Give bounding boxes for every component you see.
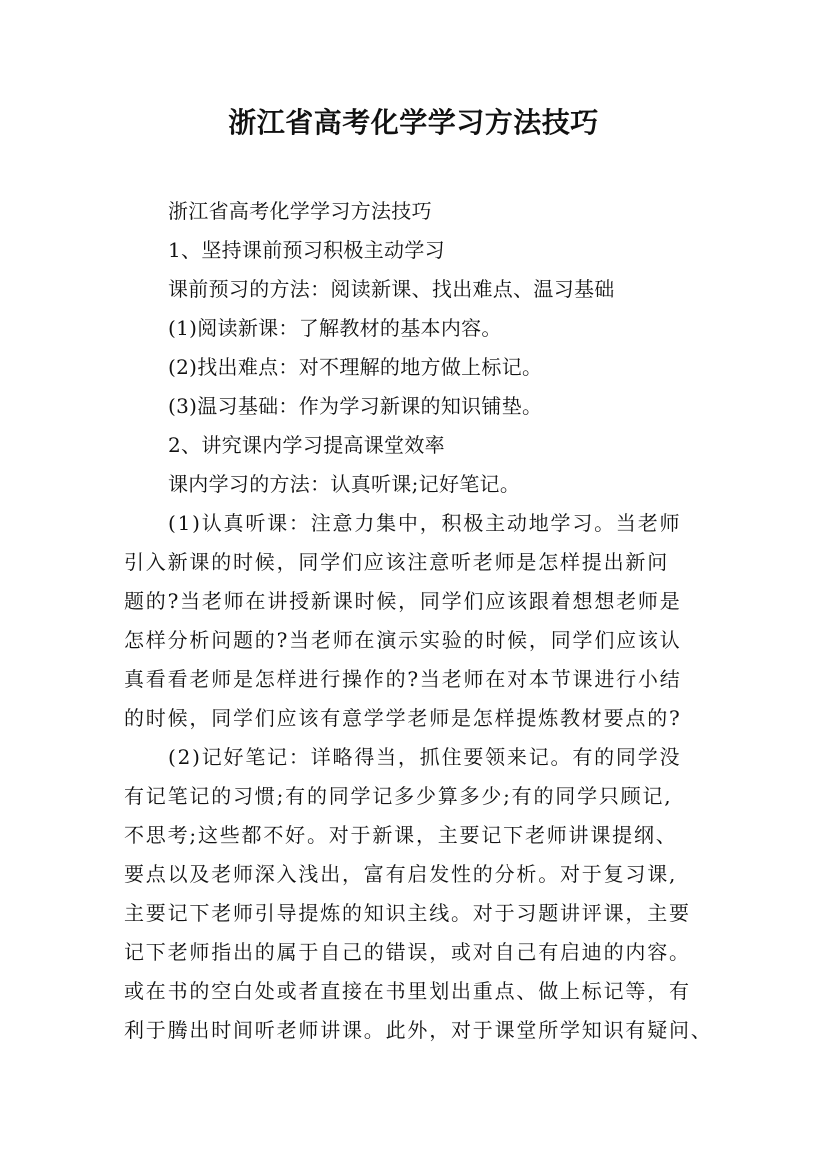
paragraph-listen bbox=[124, 504, 706, 738]
paragraph-preview-step-2: (2)找出难点：对不理解的地方做上标记。 bbox=[168, 355, 543, 379]
paragraph-line: 真看看老师是怎样进行操作的?当老师在对本节课进行小结 bbox=[124, 667, 682, 691]
section-heading-1: 1、坚持课前预习积极主动学习 bbox=[168, 238, 445, 262]
paragraph-line: (1)认真听课：注意力集中，积极主动地学习。当老师 bbox=[168, 511, 682, 535]
paragraph-line: 不思考;这些都不好。对于新课，主要记下老师讲课提纲、 bbox=[124, 823, 678, 847]
section-heading-2: 2、讲究课内学习提高课堂效率 bbox=[168, 433, 445, 457]
paragraph-preview-step-1: (1)阅读新课：了解教材的基本内容。 bbox=[168, 316, 502, 340]
paragraph-notes bbox=[124, 738, 713, 1050]
paragraph-line: 要点以及老师深入浅出，富有启发性的分析。对于复习课, bbox=[124, 862, 678, 886]
paragraph-line: 有记笔记的习惯;有的同学记多少算多少;有的同学只顾记, bbox=[124, 784, 673, 808]
paragraph-line: 利于腾出时间听老师讲课。此外，对于课堂所学知识有疑问、 bbox=[124, 1018, 713, 1042]
paragraph-line: 主要记下老师引导提炼的知识主线。对于习题讲评课，主要 bbox=[124, 901, 691, 925]
paragraph-line: 或在书的空白处或者直接在书里划出重点、做上标记等，有 bbox=[124, 979, 691, 1003]
page-title: 浙江省高考化学学习方法技巧 bbox=[228, 106, 599, 139]
paragraph-line: (2)记好笔记：详略得当，抓住要领来记。有的同学没 bbox=[168, 745, 682, 769]
paragraph-heading: 浙江省高考化学学习方法技巧 bbox=[168, 199, 432, 223]
paragraph-line: 的时候，同学们应该有意学学老师是怎样提炼教材要点的? bbox=[124, 706, 682, 730]
paragraph-line: 题的?当老师在讲授新课时候，同学们应该跟着想想老师是 bbox=[124, 589, 682, 613]
paragraph-line: 记下老师指出的属于自己的错误，或对自己有启迪的内容。 bbox=[124, 940, 691, 964]
document-body bbox=[124, 192, 713, 1050]
paragraph-preview-method: 课前预习的方法：阅读新课、找出难点、温习基础 bbox=[168, 277, 615, 301]
paragraph-line: 怎样分析问题的?当老师在演示实验的时候，同学们应该认 bbox=[124, 628, 682, 652]
paragraph-preview-step-3: (3)温习基础：作为学习新课的知识铺垫。 bbox=[168, 394, 543, 418]
paragraph-class-method: 课内学习的方法：认真听课;记好笔记。 bbox=[168, 472, 521, 496]
paragraph-line: 引入新课的时候，同学们应该注意听老师是怎样提出新问 bbox=[124, 550, 669, 574]
